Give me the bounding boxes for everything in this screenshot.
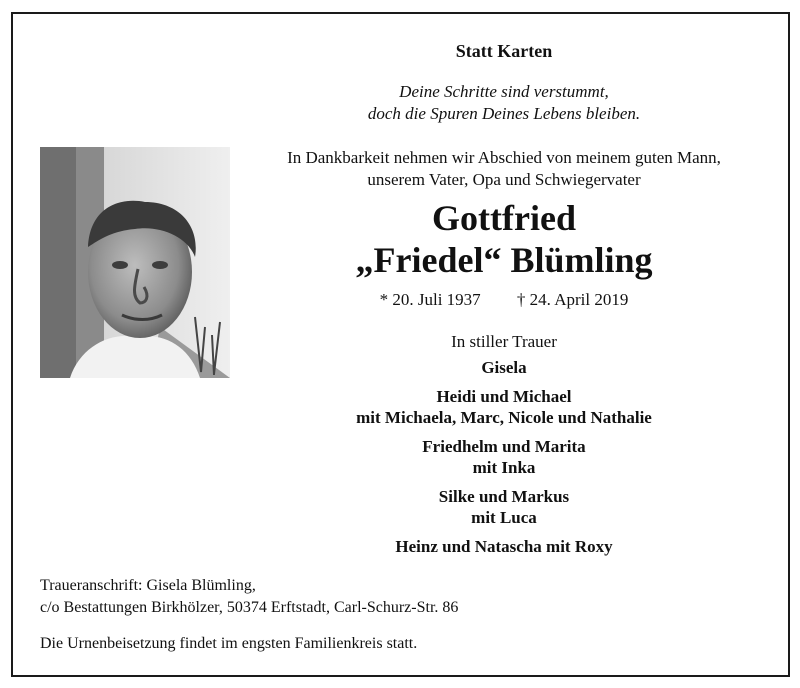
verse-line-2: doch die Spuren Deines Lebens bleiben. bbox=[367, 104, 641, 123]
mourner-line: Gisela bbox=[481, 358, 527, 377]
life-dates bbox=[204, 290, 800, 310]
intro-line-1: In Dankbarkeit nehmen wir Abschied von meinem guten Mann, bbox=[287, 148, 721, 167]
intro-text bbox=[204, 147, 800, 191]
mourner-line: mit Inka bbox=[472, 458, 536, 477]
header-title: Statt Karten bbox=[455, 41, 553, 61]
mourner-group bbox=[204, 486, 800, 528]
footer bbox=[40, 575, 760, 655]
intro-line-2: unserem Vater, Opa und Schwiegervater bbox=[367, 170, 641, 189]
portrait-photo bbox=[40, 147, 230, 378]
burial-note: Die Urnenbeisetzung findet im engsten Familienkreis statt. bbox=[40, 635, 418, 652]
mourner-group bbox=[204, 386, 800, 428]
death-date: † 24. April 2019 bbox=[516, 290, 629, 309]
mourner-line: Friedhelm und Marita bbox=[422, 437, 586, 456]
deceased-full-name: „Friedel“ Blümling bbox=[355, 240, 653, 280]
mourner-line: Silke und Markus bbox=[438, 487, 570, 506]
mourner-group bbox=[204, 536, 800, 557]
mourner-line: mit Michaela, Marc, Nicole und Nathalie bbox=[356, 408, 652, 427]
deceased-first-name: Gottfried bbox=[432, 198, 576, 238]
verse-line-1: Deine Schritte sind verstummt, bbox=[399, 82, 609, 101]
portrait-image bbox=[40, 147, 230, 378]
mourner-line: Heinz und Natascha mit Roxy bbox=[395, 537, 613, 556]
mourner-line: Heidi und Michael bbox=[436, 387, 572, 406]
address-line-2: c/o Bestattungen Birkhölzer, 50374 Erftstadt, Carl-Schurz-Str. 86 bbox=[40, 599, 459, 616]
mourner-line: mit Luca bbox=[471, 508, 537, 527]
mourner-group bbox=[204, 357, 800, 378]
mourners-list bbox=[204, 357, 800, 565]
mourning-label: In stiller Trauer bbox=[451, 332, 557, 351]
mourner-group bbox=[204, 436, 800, 478]
birth-date: * 20. Juli 1937 bbox=[379, 290, 481, 309]
verse bbox=[204, 81, 800, 125]
address-line-1: Traueranschrift: Gisela Blümling, bbox=[40, 577, 256, 594]
